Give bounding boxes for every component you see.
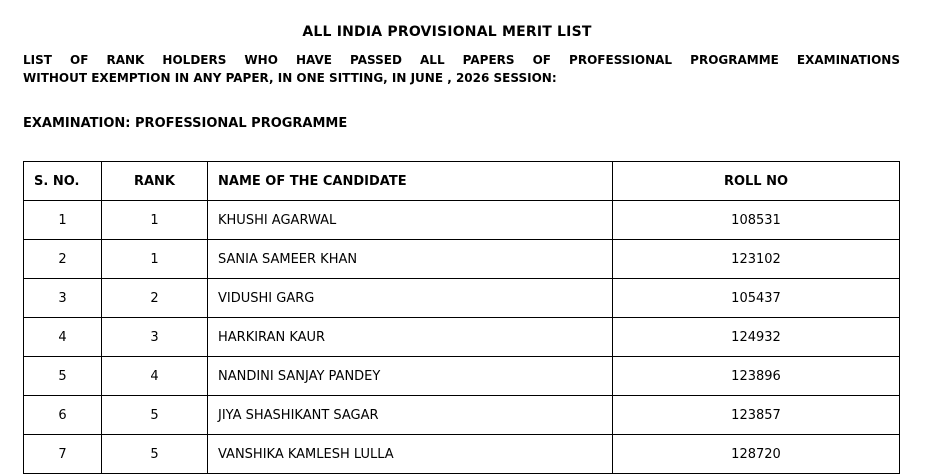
cell-rank: 4 xyxy=(102,357,208,396)
cell-sno: 5 xyxy=(24,357,102,396)
cell-name: KHUSHI AGARWAL xyxy=(208,201,613,240)
intro-line-1: LIST OF RANK HOLDERS WHO HAVE PASSED ALL PAPERS OF PROFESSIONAL PROGRAMME EXAMINATIONS xyxy=(23,53,900,67)
cell-roll: 123857 xyxy=(613,396,900,435)
cell-rank: 3 xyxy=(102,318,208,357)
header-name: NAME OF THE CANDIDATE xyxy=(208,162,613,201)
merit-table xyxy=(23,161,900,474)
table-row xyxy=(24,240,900,279)
cell-name: HARKIRAN KAUR xyxy=(208,318,613,357)
intro-line-2: WITHOUT EXEMPTION IN ANY PAPER, IN ONE SITTING, IN JUNE , 2026 SESSION: xyxy=(23,71,557,85)
table-row xyxy=(24,318,900,357)
table-row xyxy=(24,435,900,474)
cell-rank: 1 xyxy=(102,201,208,240)
cell-sno: 1 xyxy=(24,201,102,240)
cell-name: SANIA SAMEER KHAN xyxy=(208,240,613,279)
cell-sno: 6 xyxy=(24,396,102,435)
cell-roll: 128720 xyxy=(613,435,900,474)
cell-name: VANSHIKA KAMLESH LULLA xyxy=(208,435,613,474)
intro-paragraph xyxy=(23,51,900,87)
cell-rank: 2 xyxy=(102,279,208,318)
cell-roll: 123896 xyxy=(613,357,900,396)
cell-sno: 4 xyxy=(24,318,102,357)
cell-sno: 7 xyxy=(24,435,102,474)
table-row xyxy=(24,396,900,435)
cell-name: JIYA SHASHIKANT SAGAR xyxy=(208,396,613,435)
cell-roll: 124932 xyxy=(613,318,900,357)
header-roll: ROLL NO xyxy=(613,162,900,201)
header-rank: RANK xyxy=(102,162,208,201)
cell-rank: 5 xyxy=(102,396,208,435)
cell-sno: 2 xyxy=(24,240,102,279)
cell-rank: 1 xyxy=(102,240,208,279)
table-row xyxy=(24,279,900,318)
cell-rank: 5 xyxy=(102,435,208,474)
table-header-row xyxy=(24,162,900,201)
cell-roll: 108531 xyxy=(613,201,900,240)
document-title: ALL INDIA PROVISIONAL MERIT LIST xyxy=(302,24,592,40)
cell-sno: 3 xyxy=(24,279,102,318)
cell-roll: 105437 xyxy=(613,279,900,318)
table-row xyxy=(24,357,900,396)
examination-heading: EXAMINATION: PROFESSIONAL PROGRAMME xyxy=(23,116,348,131)
cell-roll: 123102 xyxy=(613,240,900,279)
header-sno: S. NO. xyxy=(24,162,102,201)
table-row xyxy=(24,201,900,240)
cell-name: VIDUSHI GARG xyxy=(208,279,613,318)
cell-name: NANDINI SANJAY PANDEY xyxy=(208,357,613,396)
